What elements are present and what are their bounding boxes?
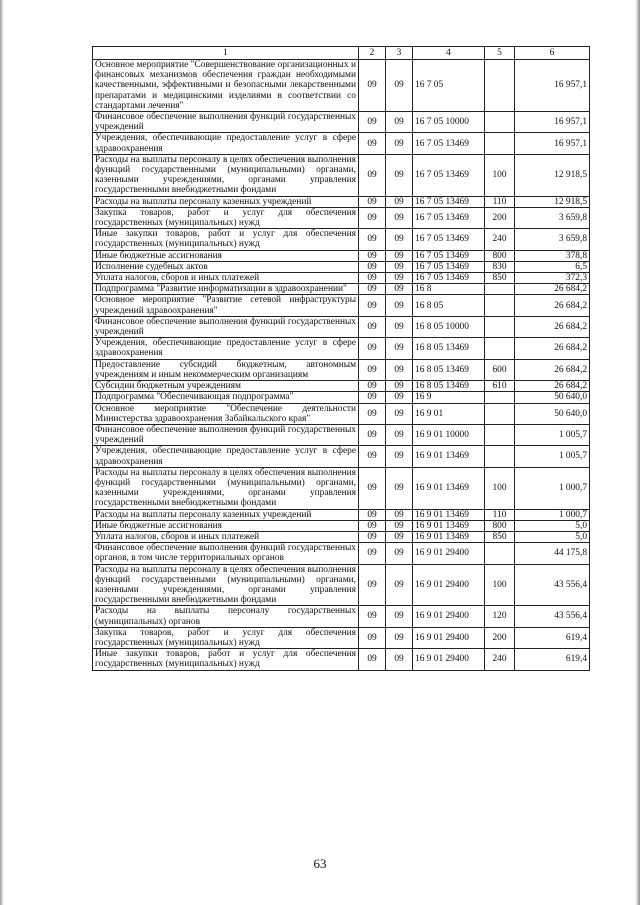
section-code-cell: 09 (359, 133, 386, 154)
table-row (93, 207, 590, 228)
section-code-cell: 09 (359, 250, 386, 261)
subsection-code-cell: 09 (386, 543, 413, 564)
expense-type-cell (485, 60, 515, 112)
section-code-cell: 09 (359, 112, 386, 133)
section-code-cell: 09 (359, 392, 386, 403)
amount-cell: 12 918,5 (515, 196, 590, 207)
subsection-code-cell: 09 (386, 60, 413, 112)
column-number: 1 (93, 47, 359, 60)
section-code-cell: 09 (359, 381, 386, 392)
expense-type-cell (485, 392, 515, 403)
table-row (93, 446, 590, 467)
expense-name-cell: Расходы на выплаты персоналу казенных учреждений (93, 196, 359, 207)
amount-cell: 5,0 (515, 520, 590, 531)
subsection-code-cell: 09 (386, 520, 413, 531)
expense-type-cell: 240 (485, 229, 515, 250)
column-number: 3 (386, 47, 413, 60)
target-article-cell: 16 9 01 13469 (413, 531, 485, 542)
table-row (93, 60, 590, 112)
expense-type-cell: 800 (485, 250, 515, 261)
amount-cell: 5,0 (515, 531, 590, 542)
subsection-code-cell: 09 (386, 381, 413, 392)
expense-name-cell: Финансовое обеспечение выполнения функций государственных органов, в том числе территориальных органов (93, 543, 359, 564)
expense-name-cell: Иные бюджетные ассигнования (93, 250, 359, 261)
table-row (93, 261, 590, 272)
target-article-cell: 16 7 05 13469 (413, 133, 485, 154)
target-article-cell: 16 9 01 13469 (413, 509, 485, 520)
target-article-cell: 16 7 05 (413, 60, 485, 112)
target-article-cell: 16 9 01 13469 (413, 520, 485, 531)
section-code-cell: 09 (359, 649, 386, 670)
expense-name-cell: Расходы на выплаты персоналу в целях обеспечения выполнения функций государственными (муниципальными) органами, казенными учреждениями, органами управления государственными внебюджетными фондами (93, 154, 359, 196)
amount-cell: 43 556,4 (515, 606, 590, 627)
expense-type-cell: 100 (485, 154, 515, 196)
page-edge-right (635, 0, 640, 905)
subsection-code-cell: 09 (386, 133, 413, 154)
section-code-cell: 09 (359, 284, 386, 295)
section-code-cell: 09 (359, 338, 386, 359)
budget-table-body (93, 47, 590, 671)
amount-cell: 1 000,7 (515, 467, 590, 509)
expense-type-cell (485, 424, 515, 445)
subsection-code-cell: 09 (386, 392, 413, 403)
section-code-cell: 09 (359, 261, 386, 272)
expense-name-cell: Закупка товаров, работ и услуг для обеспечения государственных (муниципальных) нужд (93, 207, 359, 228)
column-number: 2 (359, 47, 386, 60)
subsection-code-cell: 09 (386, 284, 413, 295)
target-article-cell: 16 9 01 13469 (413, 467, 485, 509)
expense-type-cell: 100 (485, 564, 515, 606)
expense-name-cell: Закупка товаров, работ и услуг для обеспечения государственных (муниципальных) нужд (93, 627, 359, 648)
amount-cell: 16 957,1 (515, 133, 590, 154)
expense-name-cell: Иные бюджетные ассигнования (93, 520, 359, 531)
column-number: 5 (485, 47, 515, 60)
subsection-code-cell: 09 (386, 338, 413, 359)
target-article-cell: 16 8 (413, 284, 485, 295)
table-row (93, 520, 590, 531)
amount-cell: 1 000,7 (515, 509, 590, 520)
section-code-cell: 09 (359, 627, 386, 648)
target-article-cell: 16 7 05 13469 (413, 207, 485, 228)
expense-type-cell (485, 133, 515, 154)
table-row (93, 627, 590, 648)
table-row (93, 392, 590, 403)
expense-type-cell: 200 (485, 207, 515, 228)
expense-type-cell (485, 284, 515, 295)
expense-name-cell: Предоставление субсидий бюджетным, автономным учреждениям и иным некоммерческим организациям (93, 359, 359, 380)
subsection-code-cell: 09 (386, 207, 413, 228)
subsection-code-cell: 09 (386, 359, 413, 380)
amount-cell: 6,5 (515, 261, 590, 272)
expense-type-cell: 830 (485, 261, 515, 272)
amount-cell: 50 640,0 (515, 403, 590, 424)
expense-type-cell: 100 (485, 467, 515, 509)
table-row (93, 196, 590, 207)
amount-cell: 619,4 (515, 627, 590, 648)
target-article-cell: 16 7 05 13469 (413, 154, 485, 196)
target-article-cell: 16 8 05 13469 (413, 359, 485, 380)
amount-cell: 16 957,1 (515, 60, 590, 112)
expense-name-cell: Расходы на выплаты персоналу государственных (муниципальных) органов (93, 606, 359, 627)
section-code-cell: 09 (359, 229, 386, 250)
subsection-code-cell: 09 (386, 403, 413, 424)
table-row (93, 229, 590, 250)
section-code-cell: 09 (359, 403, 386, 424)
expense-name-cell: Основное мероприятие "Развитие сетевой инфраструктуры учреждений здравоохранения" (93, 295, 359, 316)
subsection-code-cell: 09 (386, 627, 413, 648)
subsection-code-cell: 09 (386, 446, 413, 467)
target-article-cell: 16 7 05 13469 (413, 229, 485, 250)
subsection-code-cell: 09 (386, 229, 413, 250)
expense-type-cell (485, 446, 515, 467)
subsection-code-cell: 09 (386, 649, 413, 670)
section-code-cell: 09 (359, 295, 386, 316)
target-article-cell: 16 9 01 29400 (413, 606, 485, 627)
expense-name-cell: Иные закупки товаров, работ и услуг для обеспечения государственных (муниципальных) нужд (93, 649, 359, 670)
expense-type-cell: 800 (485, 520, 515, 531)
table-header-row (93, 47, 590, 60)
subsection-code-cell: 09 (386, 154, 413, 196)
expense-type-cell (485, 543, 515, 564)
target-article-cell: 16 9 (413, 392, 485, 403)
target-article-cell: 16 9 01 29400 (413, 627, 485, 648)
amount-cell: 12 918,5 (515, 154, 590, 196)
expense-name-cell: Финансовое обеспечение выполнения функций государственных учреждений (93, 316, 359, 337)
amount-cell: 3 659,8 (515, 229, 590, 250)
target-article-cell: 16 7 05 13469 (413, 261, 485, 272)
amount-cell: 26 684,2 (515, 316, 590, 337)
expense-name-cell: Исполнение судебных актов (93, 261, 359, 272)
section-code-cell: 09 (359, 154, 386, 196)
expense-name-cell: Учреждения, обеспечивающие предоставление услуг в сфере здравоохранения (93, 446, 359, 467)
section-code-cell: 09 (359, 564, 386, 606)
amount-cell: 26 684,2 (515, 295, 590, 316)
subsection-code-cell: 09 (386, 564, 413, 606)
table-row (93, 112, 590, 133)
subsection-code-cell: 09 (386, 196, 413, 207)
table-row (93, 359, 590, 380)
target-article-cell: 16 9 01 13469 (413, 446, 485, 467)
target-article-cell: 16 7 05 13469 (413, 196, 485, 207)
section-code-cell: 09 (359, 543, 386, 564)
page-edge-left (0, 0, 4, 905)
expense-name-cell: Подпрограмма "Развитие информатизации в здравоохранении" (93, 284, 359, 295)
subsection-code-cell: 09 (386, 250, 413, 261)
expense-name-cell: Основное мероприятие "Обеспечение деятельности Министерства здравоохранения Забайкальского края" (93, 403, 359, 424)
target-article-cell: 16 9 01 (413, 403, 485, 424)
column-number: 4 (413, 47, 485, 60)
expense-type-cell: 610 (485, 381, 515, 392)
section-code-cell: 09 (359, 467, 386, 509)
section-code-cell: 09 (359, 196, 386, 207)
table-row (93, 467, 590, 509)
section-code-cell: 09 (359, 359, 386, 380)
table-row (93, 403, 590, 424)
subsection-code-cell: 09 (386, 273, 413, 284)
amount-cell: 1 005,7 (515, 424, 590, 445)
page-number: 63 (313, 856, 327, 871)
table-row (93, 381, 590, 392)
section-code-cell: 09 (359, 207, 386, 228)
target-article-cell: 16 9 01 29400 (413, 543, 485, 564)
expense-type-cell (485, 295, 515, 316)
expense-name-cell: Подпрограмма "Обеспечивающая подпрограмма" (93, 392, 359, 403)
amount-cell: 372,3 (515, 273, 590, 284)
amount-cell: 26 684,2 (515, 381, 590, 392)
column-number: 6 (515, 47, 590, 60)
table-row (93, 509, 590, 520)
section-code-cell: 09 (359, 509, 386, 520)
amount-cell: 16 957,1 (515, 112, 590, 133)
subsection-code-cell: 09 (386, 467, 413, 509)
expense-name-cell: Уплата налогов, сборов и иных платежей (93, 531, 359, 542)
table-row (93, 273, 590, 284)
section-code-cell: 09 (359, 520, 386, 531)
expense-type-cell (485, 338, 515, 359)
expense-name-cell: Иные закупки товаров, работ и услуг для обеспечения государственных (муниципальных) нужд (93, 229, 359, 250)
amount-cell: 50 640,0 (515, 392, 590, 403)
section-code-cell: 09 (359, 606, 386, 627)
table-row (93, 543, 590, 564)
subsection-code-cell: 09 (386, 295, 413, 316)
table-row (93, 531, 590, 542)
section-code-cell: 09 (359, 316, 386, 337)
expense-name-cell: Уплата налогов, сборов и иных платежей (93, 273, 359, 284)
target-article-cell: 16 9 01 29400 (413, 564, 485, 606)
table-row (93, 316, 590, 337)
target-article-cell: 16 8 05 13469 (413, 381, 485, 392)
expense-type-cell: 110 (485, 509, 515, 520)
expense-type-cell: 110 (485, 196, 515, 207)
subsection-code-cell: 09 (386, 424, 413, 445)
section-code-cell: 09 (359, 424, 386, 445)
amount-cell: 26 684,2 (515, 284, 590, 295)
expense-name-cell: Расходы на выплаты персоналу в целях обеспечения выполнения функций государственными (муниципальными) органами, казенными учреждениями, органами управления государственными внебюджетными фондами (93, 467, 359, 509)
target-article-cell: 16 8 05 (413, 295, 485, 316)
table-row (93, 649, 590, 670)
expense-name-cell: Субсидии бюджетным учреждениям (93, 381, 359, 392)
table-row (93, 295, 590, 316)
budget-table (92, 46, 590, 671)
subsection-code-cell: 09 (386, 509, 413, 520)
amount-cell: 43 556,4 (515, 564, 590, 606)
target-article-cell: 16 7 05 10000 (413, 112, 485, 133)
expense-type-cell (485, 316, 515, 337)
subsection-code-cell: 09 (386, 112, 413, 133)
expense-name-cell: Финансовое обеспечение выполнения функций государственных учреждений (93, 112, 359, 133)
subsection-code-cell: 09 (386, 531, 413, 542)
amount-cell: 378,8 (515, 250, 590, 261)
section-code-cell: 09 (359, 60, 386, 112)
section-code-cell: 09 (359, 531, 386, 542)
section-code-cell: 09 (359, 446, 386, 467)
amount-cell: 1 005,7 (515, 446, 590, 467)
expense-type-cell: 240 (485, 649, 515, 670)
expense-name-cell: Расходы на выплаты персоналу в целях обеспечения выполнения функций государственными (муниципальными) органами, казенными учреждениями, органами управления государственными внебюджетными фондами (93, 564, 359, 606)
target-article-cell: 16 7 05 13469 (413, 273, 485, 284)
expense-type-cell (485, 112, 515, 133)
amount-cell: 619,4 (515, 649, 590, 670)
expense-type-cell: 200 (485, 627, 515, 648)
target-article-cell: 16 9 01 10000 (413, 424, 485, 445)
expense-name-cell: Учреждения, обеспечивающие предоставление услуг в сфере здравоохранения (93, 133, 359, 154)
expense-type-cell: 850 (485, 531, 515, 542)
target-article-cell: 16 9 01 29400 (413, 649, 485, 670)
target-article-cell: 16 7 05 13469 (413, 250, 485, 261)
table-row (93, 250, 590, 261)
table-row (93, 338, 590, 359)
table-row (93, 154, 590, 196)
target-article-cell: 16 8 05 13469 (413, 338, 485, 359)
table-row (93, 564, 590, 606)
target-article-cell: 16 8 05 10000 (413, 316, 485, 337)
section-code-cell: 09 (359, 273, 386, 284)
expense-name-cell: Расходы на выплаты персоналу казенных учреждений (93, 509, 359, 520)
table-row (93, 284, 590, 295)
expense-type-cell: 850 (485, 273, 515, 284)
table-row (93, 133, 590, 154)
expense-type-cell: 120 (485, 606, 515, 627)
amount-cell: 26 684,2 (515, 338, 590, 359)
expense-name-cell: Основное мероприятие "Совершенствование организационных и финансовых механизмов обеспечения граждан необходимыми качественными, эффективными и безопасными лекарственными препаратами и медицинскими изделиями в соответствии со стандартами лечения" (93, 60, 359, 112)
expense-type-cell (485, 403, 515, 424)
subsection-code-cell: 09 (386, 316, 413, 337)
expense-name-cell: Финансовое обеспечение выполнения функций государственных учреждений (93, 424, 359, 445)
amount-cell: 26 684,2 (515, 359, 590, 380)
table-row (93, 606, 590, 627)
amount-cell: 44 175,8 (515, 543, 590, 564)
expense-type-cell: 600 (485, 359, 515, 380)
amount-cell: 3 659,8 (515, 207, 590, 228)
subsection-code-cell: 09 (386, 261, 413, 272)
expense-name-cell: Учреждения, обеспечивающие предоставление услуг в сфере здравоохранения (93, 338, 359, 359)
subsection-code-cell: 09 (386, 606, 413, 627)
table-row (93, 424, 590, 445)
